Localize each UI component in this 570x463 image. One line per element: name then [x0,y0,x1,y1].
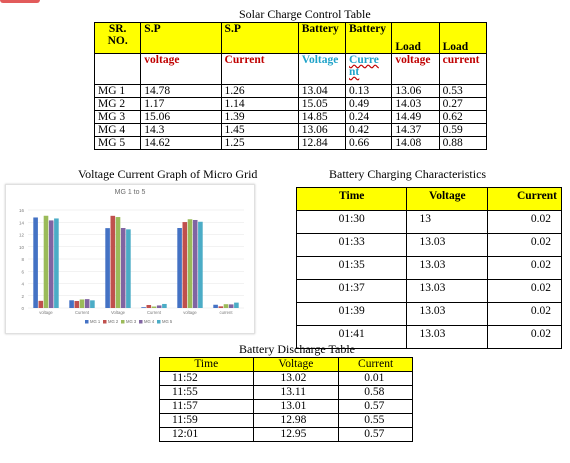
discharge-caption: Battery Discharge Table [239,342,356,356]
bar [198,222,203,308]
row-id: MG 5 [95,137,141,150]
cell-current: 0.57 [339,400,413,414]
legend-swatch [103,320,107,324]
cell-load-current: 0.27 [439,98,486,111]
cell-battery-current: 0.42 [346,124,392,137]
cell-current: 0.02 [488,303,562,326]
table-row [297,303,562,326]
table-row [95,111,487,124]
cell-battery-current: 0.13 [346,85,392,98]
bar [141,307,146,308]
header-sr-text: SR. [108,23,127,35]
cell-current: 0.58 [339,386,413,400]
cell-voltage: 12.95 [253,428,339,442]
cell-sp-current: 1.45 [221,124,298,137]
header-load-voltage-top [392,23,439,54]
header-no-text: NO. [107,35,128,47]
cell-time: 11:57 [160,400,254,414]
cell-load-current: 0.62 [439,111,486,124]
header-load-voltage: voltage [392,54,439,85]
row-id: MG 2 [95,98,141,111]
cell-voltage: 13.03 [407,234,488,257]
cell-current: 0.57 [339,428,413,442]
legend-label: MG 4 [144,319,155,324]
cell-sp-current: 1.26 [221,85,298,98]
legend-swatch [157,320,161,324]
cell-battery-current: 0.49 [346,98,392,111]
cell-time: 11:55 [160,386,254,400]
cell-voltage: 13.03 [407,303,488,326]
header-battery-voltage: Voltage [298,54,345,85]
x-tick-label: voltage [39,310,53,315]
corner-mark [0,0,40,3]
cell-time: 01:39 [297,303,407,326]
bar [121,228,126,308]
bar [44,216,49,308]
cell-time: 01:35 [297,257,407,280]
discharge-header-current: Current [339,358,413,372]
bar [90,300,95,308]
cell-voltage: 13.03 [407,280,488,303]
bar [69,300,74,308]
row-id: MG 4 [95,124,141,137]
table-row [95,98,487,111]
row-id: MG 3 [95,111,141,124]
cell-load-voltage: 14.03 [392,98,439,111]
bar [111,216,116,308]
cell-battery-voltage: 14.85 [298,111,345,124]
cell-sp-voltage: 15.06 [141,111,221,124]
cell-battery-voltage: 13.04 [298,85,345,98]
cell-load-voltage: 14.37 [392,124,439,137]
bar [183,222,188,308]
cell-sp-voltage: 14.3 [141,124,221,137]
header-load2-text: Load [442,41,469,53]
y-tick-label: 8 [21,257,24,262]
x-tick-label: current [219,310,233,315]
table-row [95,137,487,150]
bar [213,305,218,308]
legend-label: MG 2 [108,319,119,324]
y-tick-label: 2 [21,293,24,299]
header-battery-current-a: Curre [349,54,379,66]
y-tick-label: 14 [18,220,24,226]
solar-table-title: Solar Charge Control Table [239,7,371,21]
cell-sp-current: 1.25 [221,137,298,150]
chart-caption: Voltage Current Graph of Micro Grid [78,167,258,181]
legend-swatch [139,320,143,324]
header-load-current-top [439,23,486,54]
cell-time: 12:01 [160,428,254,442]
legend-label: MG 3 [126,319,137,324]
cell-current: 0.02 [488,280,562,303]
legend-label: MG 1 [90,319,101,324]
header-sp-voltage: voltage [141,54,221,85]
table-row [160,428,413,442]
chart-svg [6,185,254,333]
bar [162,304,167,308]
bar [224,304,229,308]
bar [219,306,224,308]
bar [147,305,152,308]
cell-current: 0.02 [488,234,562,257]
cell-load-current: 0.88 [439,137,486,150]
cell-time: 01:41 [297,326,407,349]
cell-sp-current: 1.14 [221,98,298,111]
header-load-current: current [439,54,486,85]
x-tick-label: voltage [183,310,197,315]
discharge-header-time: Time [160,358,254,372]
y-tick-label: 6 [21,269,24,275]
cell-battery-current: 0.24 [346,111,392,124]
battery-discharge-table [159,357,413,442]
cell-load-voltage: 14.49 [392,111,439,124]
table-row [95,124,487,137]
cell-load-voltage: 14.08 [392,137,439,150]
cell-battery-voltage: 13.06 [298,124,345,137]
discharge-header-voltage: Voltage [253,358,339,372]
cell-time: 01:30 [297,211,407,234]
cell-load-current: 0.53 [439,85,486,98]
bar [126,229,131,308]
charging-header-voltage: Voltage [407,188,488,211]
micro-grid-chart [5,184,255,334]
cell-voltage: 13.03 [407,326,488,349]
bar [39,301,44,308]
table-row [160,372,413,386]
bar [116,217,121,308]
header-battery-current [346,54,392,85]
battery-charging-table [296,187,562,349]
charging-header-time: Time [297,188,407,211]
cell-battery-current: 0.66 [346,137,392,150]
header-sp-voltage-top: S.P [141,23,221,54]
chart-title: MG 1 to 5 [114,189,146,196]
cell-battery-voltage: 12.84 [298,137,345,150]
cell-current: 0.02 [488,326,562,349]
table-row [95,85,487,98]
bar [193,220,198,308]
charging-header-current: Current [488,188,562,211]
header-sp-current-top: S.P [221,23,298,54]
cell-current: 0.01 [339,372,413,386]
cell-sp-current: 1.39 [221,111,298,124]
x-tick-label: Current [75,310,89,315]
bar [152,307,157,308]
cell-time: 01:33 [297,234,407,257]
table-row [160,414,413,428]
header-battery-voltage-top: Battery [298,23,345,54]
bar [177,228,182,308]
table-row [297,257,562,280]
header-sp-current: Current [221,54,298,85]
table-row [297,280,562,303]
y-tick-label: 0 [21,306,24,311]
table-row [297,234,562,257]
legend-label: MG 5 [162,319,173,324]
bar [85,299,90,308]
bar [105,228,110,308]
header-battery-current-b: nt [349,66,360,78]
cell-load-current: 0.59 [439,124,486,137]
cell-sp-voltage: 14.78 [141,85,221,98]
bar [229,304,234,308]
cell-voltage: 13 [407,211,488,234]
cell-time: 11:52 [160,372,254,386]
cell-time: 11:59 [160,414,254,428]
cell-voltage: 13.01 [253,400,339,414]
cell-voltage: 13.03 [407,257,488,280]
cell-battery-voltage: 15.05 [298,98,345,111]
bar [188,219,193,308]
bar [157,305,162,308]
table-row [297,211,562,234]
legend-swatch [85,320,89,324]
cell-voltage: 13.02 [253,372,339,386]
table-row [160,400,413,414]
header-srno [95,23,141,54]
cell-time: 01:37 [297,280,407,303]
bar [234,303,239,308]
header-load1-text: Load [395,41,421,53]
cell-voltage: 12.98 [253,414,339,428]
cell-current: 0.02 [488,211,562,234]
bar [49,220,54,308]
bar [54,218,59,308]
header-empty-cell [95,54,141,85]
cell-current: 0.55 [339,414,413,428]
bar [80,299,85,308]
y-tick-label: 10 [18,244,24,250]
cell-current: 0.02 [488,257,562,280]
cell-sp-voltage: 14.62 [141,137,221,150]
charging-caption: Battery Charging Characteristics [329,167,487,181]
cell-load-voltage: 13.06 [392,85,439,98]
bar [75,301,80,308]
row-id: MG 1 [95,85,141,98]
y-tick-label: 16 [18,208,24,213]
y-tick-label: 12 [18,232,24,238]
table-row [160,386,413,400]
header-battery-current-top: Battery [346,23,392,54]
x-tick-label: Current [147,310,161,315]
bar [33,217,38,308]
legend-swatch [121,320,125,324]
cell-voltage: 13.11 [253,386,339,400]
solar-charge-table [94,22,487,150]
cell-sp-voltage: 1.17 [141,98,221,111]
y-tick-label: 4 [21,281,24,287]
x-tick-label: Voltage [111,310,125,315]
